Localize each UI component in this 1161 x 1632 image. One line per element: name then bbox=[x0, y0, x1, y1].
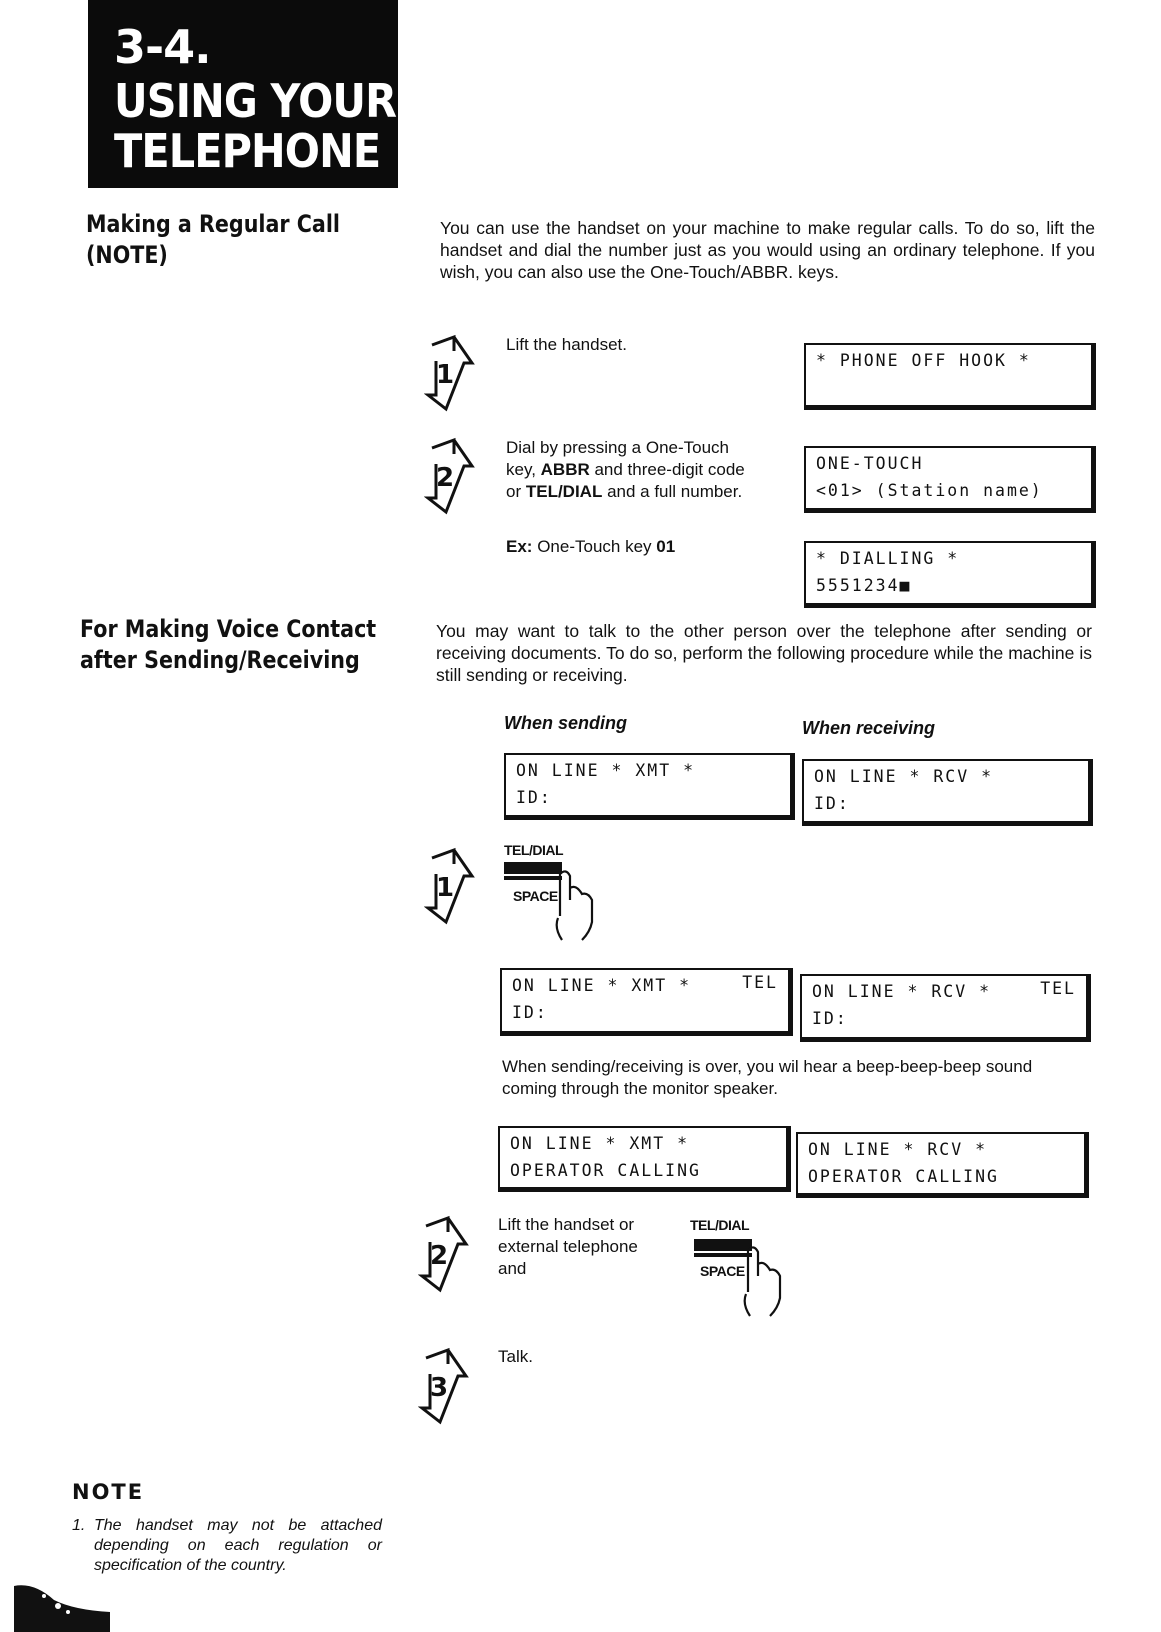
svg-text:1: 1 bbox=[436, 873, 455, 903]
lcd-one-touch: ONE-TOUCH <01> (Station name) bbox=[804, 446, 1096, 513]
lcd-send-operator: ON LINE * XMT * OPERATOR CALLING bbox=[498, 1126, 791, 1192]
chapter-number: 3-4. bbox=[114, 20, 211, 74]
step-1-arrow-icon bbox=[424, 333, 482, 413]
chapter-title-line1: USING YOUR bbox=[114, 74, 397, 128]
section-heading-regular-call: Making a Regular Call (NOTE) bbox=[86, 210, 340, 269]
svg-text:1: 1 bbox=[436, 360, 455, 390]
step-2-arrow-icon bbox=[418, 1214, 476, 1294]
lcd-recv-online: ON LINE * RCV * ID: bbox=[802, 759, 1093, 826]
svg-text:2: 2 bbox=[436, 463, 455, 493]
step-1-arrow-icon bbox=[424, 846, 482, 926]
section1-intro: You can use the handset on your machine to make regular calls. To do so, lift the handset and dial the number just as you would using an ordinary telephone. If you wish, you can also use the One-Touch/ABBR. keys. bbox=[440, 218, 1095, 282]
lcd-recv-tel: ON LINE * RCV * ID: TEL bbox=[800, 974, 1091, 1042]
lcd-recv-operator: ON LINE * RCV * OPERATOR CALLING bbox=[796, 1132, 1089, 1198]
step-2-arrow-icon bbox=[424, 436, 482, 516]
svg-text:2: 2 bbox=[430, 1241, 449, 1271]
note-item: 1. The handset may not be attached depending on each regulation or specification of the country. bbox=[72, 1517, 382, 1574]
step-2-text: Dial by pressing a One-Touch key, ABBR and three-digit code or TEL/DIAL and a full number. bbox=[506, 438, 745, 501]
space-key-label: SPACE bbox=[513, 888, 558, 904]
note-heading: NOTE bbox=[72, 1480, 145, 1504]
step-3-arrow-icon bbox=[418, 1346, 476, 1426]
step-2-lift-text: Lift the handset or external telephone and bbox=[498, 1215, 638, 1278]
lcd-dialling: * DIALLING * 5551234■ bbox=[804, 541, 1096, 608]
lcd-send-online: ON LINE * XMT * ID: bbox=[504, 753, 795, 820]
step-2-example: Ex: One-Touch key 01 bbox=[506, 537, 676, 556]
finger-press-icon bbox=[554, 870, 604, 942]
tel-dial-key-label: TEL/DIAL bbox=[690, 1217, 749, 1233]
tel-dial-key-label: TEL/DIAL bbox=[504, 842, 563, 858]
chapter-title-line2: TELEPHONE bbox=[114, 124, 381, 178]
svg-text:3: 3 bbox=[430, 1373, 449, 1403]
finger-press-icon bbox=[742, 1246, 792, 1318]
page-corner-mark bbox=[14, 1582, 114, 1632]
transmission-over-text: When sending/receiving is over, you wil hear a beep-beep-beep sound coming through the monitor speaker. bbox=[502, 1057, 1033, 1098]
when-sending-label: When sending bbox=[504, 713, 627, 733]
step-1-text: Lift the handset. bbox=[506, 335, 627, 354]
step-3-text: Talk. bbox=[498, 1347, 533, 1366]
chapter-title-block bbox=[88, 0, 398, 188]
lcd-phone-off-hook: * PHONE OFF HOOK * bbox=[804, 343, 1096, 410]
space-key-label: SPACE bbox=[700, 1263, 745, 1279]
lcd-send-tel: ON LINE * XMT * ID: TEL bbox=[500, 968, 793, 1036]
section2-intro: You may want to talk to the other person over the telephone after sending or receiving documents. To do so, perform the following procedure while the machine is still sending or receiving. bbox=[436, 621, 1092, 685]
when-receiving-label: When receiving bbox=[802, 718, 936, 738]
section-heading-voice-contact: For Making Voice Contact after Sending/Receiving bbox=[80, 615, 377, 674]
